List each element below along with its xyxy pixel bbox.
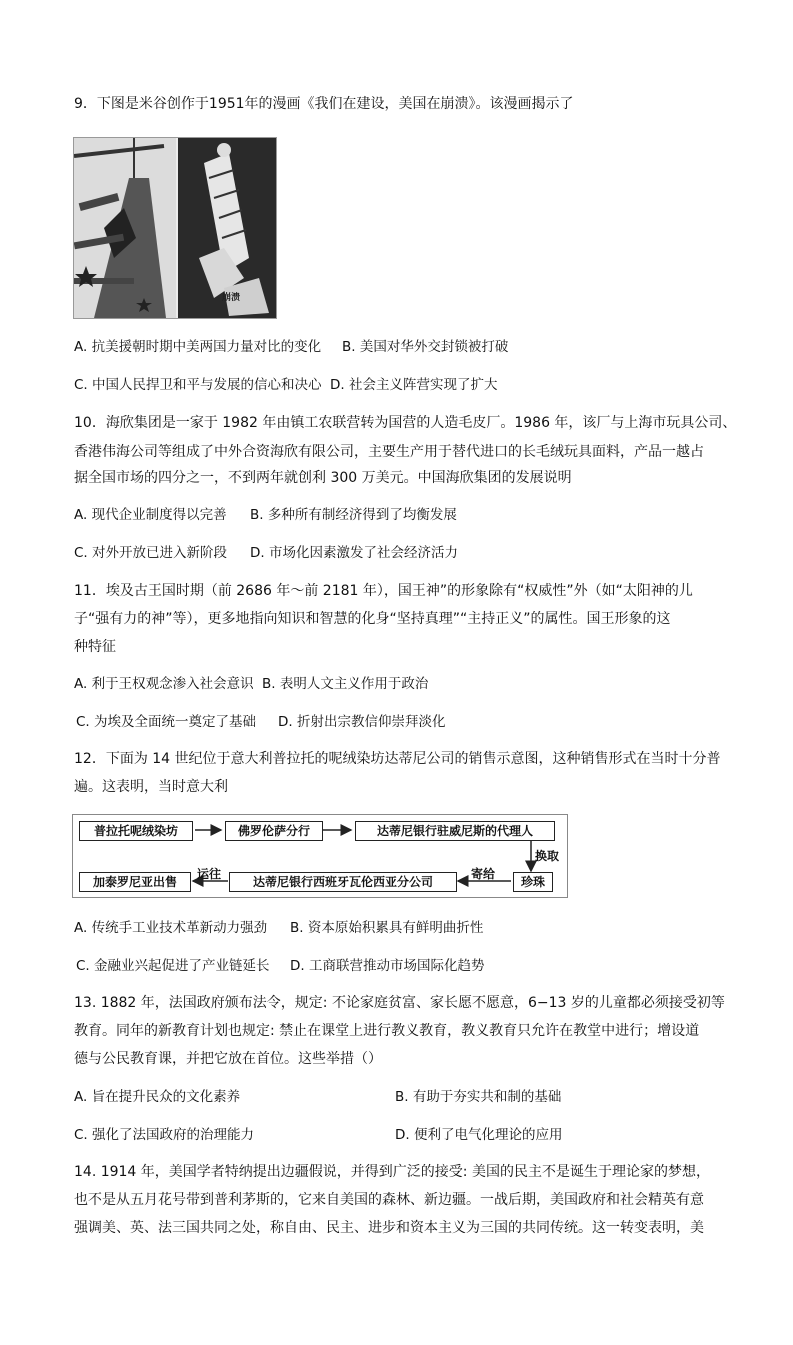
question-10-line-1: 10．海欣集团是一家于 1982 年由镇工农联营转为国营的人造毛皮厂。1986 年，该厂与上海市玩具公司、 xyxy=(74,415,737,431)
flow-label-send: 寄给 xyxy=(471,867,496,881)
question-11-line-2: 子“强有力的神”等），更多地指向知识和智慧的化身“坚持真理”“主持正义”的属性。国王形象的这 xyxy=(74,611,671,627)
question-9-stem: 9．下图是米谷创作于1951年的漫画《我们在建设，美国在崩溃》。该漫画揭示了 xyxy=(74,96,574,112)
question-10-line-3: 据全国市场的四分之一，不到两年就创利 300 万美元。中国海欣集团的发展说明 xyxy=(74,470,572,486)
q13-option-b[interactable]: B. 有助于夯实共和制的基础 xyxy=(395,1089,562,1105)
q9-option-b[interactable]: B. 美国对华外交封锁被打破 xyxy=(342,339,509,355)
question-14-line-2: 也不是从五月花号带到普利茅斯的，它来自美国的森林、新边疆。一战后期，美国政府和社会精英有意 xyxy=(74,1192,704,1208)
cartoon-caption: 崩溃 xyxy=(222,293,241,303)
question-10-line-2: 香港伟海公司等组成了中外合资海欣有限公司，主要生产用于替代进口的长毛绒玩具面料，产品一越占 xyxy=(74,444,704,460)
q9-option-c[interactable]: C. 中国人民捍卫和平与发展的信心和决心 xyxy=(74,377,322,393)
sales-flow-diagram xyxy=(72,814,568,898)
q12-option-b[interactable]: B. 资本原始积累具有鲜明曲折性 xyxy=(290,920,484,936)
question-13-line-1: 13. 1882 年，法国政府颁布法令，规定: 不论家庭贫富、家长愿不愿意，6−13 岁的儿童都必须接受初等 xyxy=(74,995,725,1011)
q13-option-a[interactable]: A. 旨在提升民众的文化素养 xyxy=(74,1089,241,1105)
q13-option-d[interactable]: D. 便利了电气化理论的应用 xyxy=(395,1127,563,1143)
q12-option-d[interactable]: D. 工商联营推动市场国际化趋势 xyxy=(290,958,485,974)
cartoon-image xyxy=(73,137,277,319)
flow-box-venice-agent: 达蒂尼银行驻威尼斯的代理人 xyxy=(355,821,555,841)
flow-box-valencia-branch: 达蒂尼银行西班牙瓦伦西亚分公司 xyxy=(229,872,457,892)
q11-option-b[interactable]: B. 表明人文主义作用于政治 xyxy=(262,676,429,692)
flow-label-exchange: 换取 xyxy=(535,849,560,863)
flow-label-ship: 运往 xyxy=(197,867,222,881)
flow-box-pearls: 珍珠 xyxy=(513,872,553,892)
question-11-line-3: 种特征 xyxy=(74,639,116,655)
q12-option-a[interactable]: A. 传统手工业技术革新动力强劲 xyxy=(74,920,268,936)
question-13-line-2: 教育。同年的新教育计划也规定: 禁止在课堂上进行教义教育，教义教育只允许在教堂中进行；增设道 xyxy=(74,1023,700,1039)
flow-box-catalonia-sale: 加泰罗尼亚出售 xyxy=(79,872,191,892)
q10-option-d[interactable]: D. 市场化因素激发了社会经济活力 xyxy=(250,545,458,561)
q11-option-c[interactable]: C. 为埃及全面统一奠定了基础 xyxy=(76,714,257,730)
question-12-line-1: 12．下面为 14 世纪位于意大利普拉托的呢绒染坊达蒂尼公司的销售示意图，这种销售形式在当时十分普 xyxy=(74,751,721,767)
q9-option-d[interactable]: D. 社会主义阵营实现了扩大 xyxy=(330,377,498,393)
question-14-line-1: 14. 1914 年，美国学者特纳提出边疆假说，并得到广泛的接受: 美国的民主不是诞生于理论家的梦想， xyxy=(74,1164,710,1180)
question-13-line-3: 德与公民教育课，并把它放在首位。这些举措（） xyxy=(74,1051,382,1067)
q10-option-a[interactable]: A. 现代企业制度得以完善 xyxy=(74,507,227,523)
q13-option-c[interactable]: C. 强化了法国政府的治理能力 xyxy=(74,1127,255,1143)
question-14-line-3: 强调美、英、法三国共同之处，称自由、民主、进步和资本主义为三国的共同传统。这一转变表明，美 xyxy=(74,1220,704,1236)
flow-box-prato-dyehouse: 普拉托呢绒染坊 xyxy=(79,821,193,841)
q11-option-a[interactable]: A. 利于王权观念渗入社会意识 xyxy=(74,676,254,692)
q10-option-c[interactable]: C. 对外开放已进入新阶段 xyxy=(74,545,228,561)
q11-option-d[interactable]: D. 折射出宗教信仰崇拜淡化 xyxy=(278,714,446,730)
question-11-line-1: 11．埃及古王国时期（前 2686 年～前 2181 年），国王神”的形象除有“权威性”外（如“太阳神的儿 xyxy=(74,583,693,599)
cartoon-illustration xyxy=(74,138,276,318)
q12-option-c[interactable]: C. 金融业兴起促进了产业链延长 xyxy=(76,958,270,974)
q9-option-a[interactable]: A. 抗美援朝时期中美两国力量对比的变化 xyxy=(74,339,322,355)
question-12-line-2: 遍。这表明，当时意大利 xyxy=(74,779,228,795)
flow-box-florence-branch: 佛罗伦萨分行 xyxy=(225,821,323,841)
q10-option-b[interactable]: B. 多种所有制经济得到了均衡发展 xyxy=(250,507,457,523)
